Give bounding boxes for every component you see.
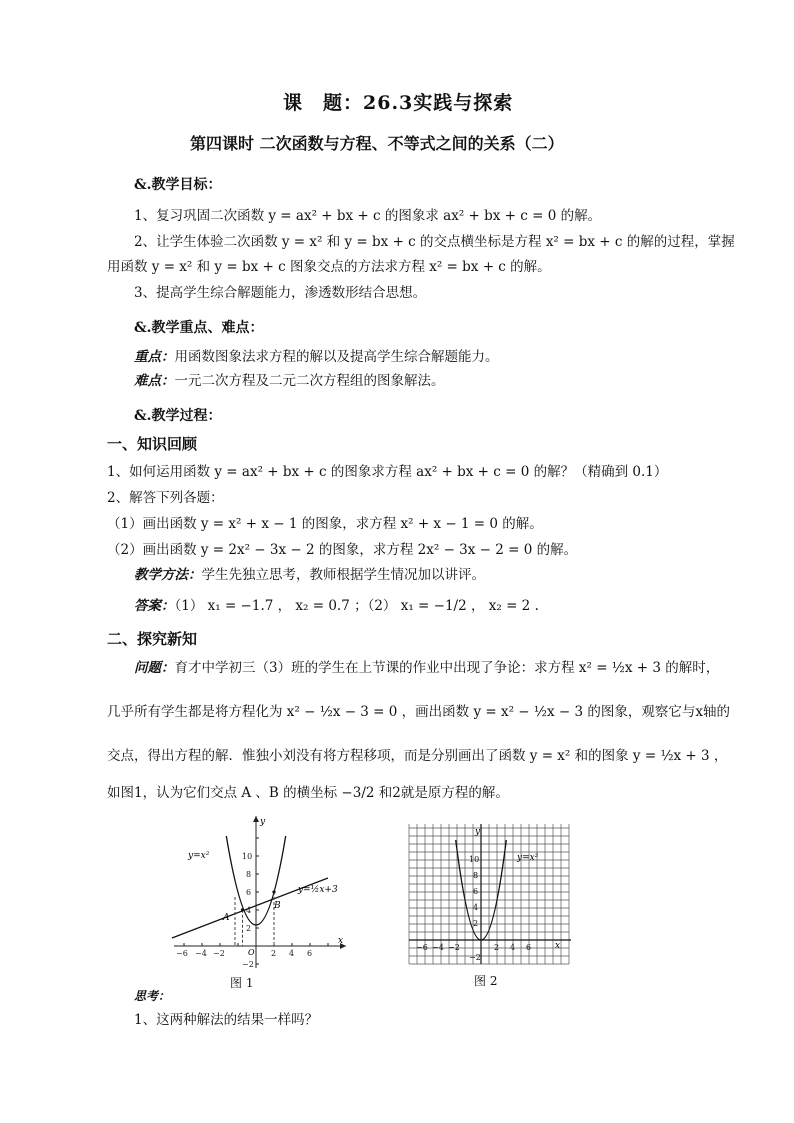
svg-text:2: 2 [271,949,277,958]
svg-text:−2: −2 [469,953,481,962]
key-text: 用函数图象法求方程的解以及提高学生综合解题能力。 [174,349,499,365]
svg-text:6: 6 [307,949,313,958]
svg-text:4: 4 [289,949,295,958]
review-q2: 2、解答下列各题： [107,490,224,506]
part2-heading: 二、探究新知 [107,630,198,648]
method-text: 学生先独立思考，教师根据学生情况加以讲评。 [201,567,485,583]
goal-item-2: 2、让学生体验二次函数 y = x² 和 y = bx + c 的交点横坐标是方程 x² = bx + c 的解的过程，掌握 [134,234,735,250]
svg-text:6: 6 [473,887,479,896]
difficulty-text: 一元二次方程及二元二次方程组的图象解法。 [174,373,445,389]
goal-item-3: 3、提高学生综合解题能力，渗透数形结合思想。 [134,285,427,301]
svg-text:2: 2 [246,924,252,933]
fig1-label-line: y=½x+3 [298,885,338,895]
svg-text:8: 8 [246,870,252,879]
fig1-label-x: x [338,936,344,946]
method-label: 教学方法： [134,567,202,583]
fig1-label-a: A [223,913,230,923]
key-heading: &.教学重点、难点： [134,320,264,336]
svg-text:2: 2 [473,919,479,928]
fig2-label-x: x [555,941,561,951]
fig1-label-origin: O [248,948,255,957]
answer-text: （1） x₁ = −1.7 ， x₂ = 0.7 ；（2） x₁ = −1/2 ， x₂ = 2 . [174,598,539,614]
goal-item-2-cont: 用函数 y = x² 和 y = bx + c 图象交点的方法求方程 x² = bx + c 的解。 [107,259,551,275]
key-label: 重点： [134,349,175,365]
key-point [134,347,499,367]
svg-text:−6: −6 [416,943,428,952]
fig1-label-parabola: y=x² [188,851,210,861]
teaching-method [134,565,485,585]
answer-label: 答案： [134,598,175,614]
svg-text:4: 4 [473,903,479,912]
thinking-label: 思考： [134,989,171,1003]
fig1-point-a [241,908,244,911]
problem-line-3: 交点，得出方程的解．惟独小刘没有将方程移项，而是分别画出了函数 y = x² 和的图象 y = ½x + 3 ， [107,748,728,764]
svg-text:8: 8 [473,871,479,880]
svg-text:4: 4 [246,906,252,915]
review-q2b: （2）画出函数 y = 2x² − 3x − 2 的图象，求方程 2x² − 3x − 2 = 0 的解。 [107,542,578,558]
svg-text:−4: −4 [195,949,207,958]
svg-text:2: 2 [494,943,500,952]
page-title: 课 题：26.3实践与探索 [283,92,514,114]
svg-text:6: 6 [246,888,252,897]
svg-text:−2: −2 [213,949,225,958]
svg-text:4: 4 [510,943,516,952]
fig2-label-y: y [475,827,481,837]
problem-line-2: 几乎所有学生都是将方程化为 x² − ½x − 3 = 0 ，画出函数 y = x² − ½x − 3 的图象，观察它与x轴的 [107,704,730,720]
thinking-q1: 1、这两种解法的结果一样吗？ [134,1012,319,1028]
svg-text:−2: −2 [448,943,460,952]
problem-line-4: 如图1，认为它们交点 A 、B 的横坐标 −3/2 和2就是原方程的解。 [107,785,509,801]
problem-text-1: 育才中学初三（3）班的学生在上节课的作业中出现了争论：求方程 x² = ½x + 3 的解时， [174,660,720,676]
fig1-label-b: B [274,901,281,911]
figure-1-caption: 图 1 [230,976,254,990]
review-q1: 1、如何运用函数 y = ax² + bx + c 的图象求方程 ax² + bx + c = 0 的解？（精确到 0.1） [107,464,668,480]
process-heading: &.教学过程： [134,408,222,424]
fig1-label-y: y [260,817,266,827]
fig2-label-parabola: y=x² [517,853,539,863]
figure-2-graph [405,820,577,968]
svg-text:10: 10 [469,855,480,864]
goal-item-1: 1、复习巩固二次函数 y = ax² + bx + c 的图象求 ax² + bx + c = 0 的解。 [134,208,602,224]
svg-text:−2: −2 [242,960,254,969]
answer [134,596,539,616]
figure-1-graph [168,812,358,972]
difficulty-point [134,371,445,391]
svg-text:6: 6 [526,943,532,952]
difficulty-label: 难点： [134,373,175,389]
page-subtitle: 第四课时 二次函数与方程、不等式之间的关系（二） [190,134,564,153]
svg-text:−4: −4 [432,943,444,952]
fig1-point-b [272,890,275,893]
figure-2-caption: 图 2 [474,974,498,988]
problem-label: 问题： [134,660,175,676]
problem-line-1 [134,658,719,678]
svg-text:−6: −6 [176,949,188,958]
goals-heading: &.教学目标： [134,177,222,193]
review-q2a: （1）画出函数 y = x² + x − 1 的图象，求方程 x² + x − 1 = 0 的解。 [107,516,543,532]
svg-text:10: 10 [242,852,253,861]
part1-heading: 一、知识回顾 [107,435,198,453]
